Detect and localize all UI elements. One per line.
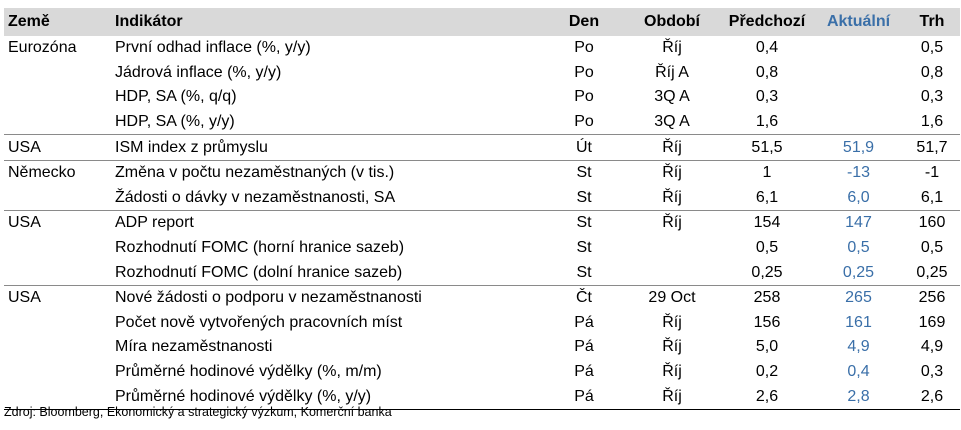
cell-previous: 0,5 — [755, 239, 779, 257]
cell-day: Pá — [545, 384, 623, 409]
cell-previous: 5,0 — [755, 338, 779, 356]
cell-previous: 258 — [721, 285, 813, 310]
cell-period: Říj — [662, 338, 682, 356]
cell-indicator: ADP report — [115, 211, 545, 236]
cell-period: Říj — [623, 160, 721, 185]
cell-actual: 0,25 — [842, 263, 875, 281]
cell-actual: 2,8 — [813, 384, 904, 409]
cell-indicator: Nové žádosti o podporu v nezaměstnanosti — [115, 285, 545, 310]
cell-previous: 0,3 — [755, 88, 779, 106]
cell-period: Říj — [623, 211, 721, 236]
cell-country: Německo — [4, 160, 115, 185]
cell-indicator: První odhad inflace (%, y/y) — [115, 39, 311, 57]
cell-period — [623, 236, 721, 261]
cell-market: 0,8 — [920, 63, 944, 81]
cell-actual: -13 — [813, 160, 904, 185]
cell-indicator: Průměrné hodinové výdělky (%, m/m) — [115, 363, 382, 381]
table-row — [4, 236, 960, 261]
cell-previous: 0,25 — [751, 263, 783, 281]
cell-actual: 0,5 — [847, 239, 870, 257]
cell-day: Pá — [574, 338, 594, 356]
cell-country — [4, 186, 115, 211]
cell-period: Říj — [662, 363, 682, 381]
cell-day: Pá — [574, 313, 594, 331]
cell-market: 51,7 — [904, 135, 960, 161]
cell-indicator: Míra nezaměstnanosti — [115, 338, 273, 356]
cell-country: Eurozóna — [8, 39, 77, 57]
table-body — [4, 36, 960, 409]
cell-actual: 265 — [813, 285, 904, 310]
cell-market: 160 — [904, 211, 960, 236]
cell-period: Říj — [662, 313, 682, 331]
cell-day: St — [545, 160, 623, 185]
cell-day: Po — [574, 113, 594, 131]
cell-period: Říj — [662, 188, 682, 206]
cell-actual: 51,9 — [813, 135, 904, 161]
cell-day: Po — [574, 63, 594, 81]
header-previous: Předchozí — [721, 8, 813, 36]
cell-day: St — [576, 263, 592, 281]
cell-actual — [813, 110, 904, 135]
table-row — [4, 36, 960, 61]
cell-market: 0,5 — [920, 39, 944, 57]
cell-country — [4, 360, 115, 385]
table-row — [4, 211, 960, 236]
table-row — [4, 260, 960, 285]
cell-country — [4, 260, 115, 285]
economic-calendar-table-wrapper — [4, 8, 956, 410]
table-header — [4, 8, 960, 36]
header-indicator: Indikátor — [115, 8, 545, 36]
cell-market: -1 — [904, 160, 960, 185]
cell-indicator: Počet nově vytvořených pracovních míst — [115, 313, 403, 331]
cell-day: Po — [574, 88, 594, 106]
cell-country — [4, 311, 115, 336]
cell-previous: 156 — [753, 313, 781, 331]
cell-market: 169 — [918, 313, 946, 331]
header-actual: Aktuální — [813, 8, 904, 36]
cell-period: 29 Oct — [623, 285, 721, 310]
cell-market: 2,6 — [904, 384, 960, 409]
cell-previous: 51,5 — [721, 135, 813, 161]
cell-country — [4, 236, 115, 261]
cell-day: Po — [574, 39, 594, 57]
cell-country: USA — [4, 135, 115, 161]
cell-previous: 0,8 — [755, 63, 779, 81]
cell-actual: 4,9 — [847, 338, 870, 356]
cell-period: Říj — [623, 384, 721, 409]
cell-country — [4, 110, 115, 135]
cell-period: Říj — [662, 39, 682, 57]
source-note: Zdroj: Bloomberg, Ekonomický a strategický výzkum, Komerční banka — [4, 405, 392, 419]
header-row — [4, 8, 960, 36]
cell-market: 0,5 — [920, 239, 944, 257]
table-row — [4, 110, 960, 135]
cell-market: 256 — [904, 285, 960, 310]
cell-actual — [813, 61, 904, 86]
table-row — [4, 335, 960, 360]
cell-indicator: Rozhodnutí FOMC (horní hranice sazeb) — [115, 239, 405, 257]
cell-actual: 161 — [845, 313, 872, 331]
table-row — [4, 186, 960, 211]
cell-period: Říj — [623, 135, 721, 161]
cell-period: 3Q A — [654, 113, 690, 131]
cell-previous: 2,6 — [721, 384, 813, 409]
cell-actual: 147 — [813, 211, 904, 236]
table-row — [4, 61, 960, 86]
cell-market: 0,25 — [916, 263, 948, 281]
cell-indicator: Průměrné hodinové výdělky (%, y/y) — [115, 384, 545, 409]
cell-market: 0,3 — [920, 363, 944, 381]
table-row — [4, 311, 960, 336]
cell-actual — [813, 36, 904, 61]
cell-day: Pá — [574, 363, 594, 381]
cell-indicator: Rozhodnutí FOMC (dolní hranice sazeb) — [115, 263, 403, 281]
table-row — [4, 285, 960, 310]
cell-period — [623, 260, 721, 285]
cell-market: 4,9 — [920, 338, 944, 356]
cell-market: 6,1 — [920, 188, 944, 206]
table-row — [4, 360, 960, 385]
table-row — [4, 85, 960, 110]
header-market: Trh — [904, 8, 960, 36]
cell-previous: 0,2 — [755, 363, 779, 381]
header-period: Období — [623, 8, 721, 36]
table-row — [4, 135, 960, 161]
cell-indicator: HDP, SA (%, q/q) — [115, 88, 237, 106]
cell-indicator: HDP, SA (%, y/y) — [115, 113, 235, 131]
cell-previous: 1,6 — [755, 113, 779, 131]
cell-day: Čt — [545, 285, 623, 310]
cell-country — [4, 335, 115, 360]
cell-previous: 6,1 — [755, 188, 779, 206]
cell-actual: 6,0 — [847, 188, 870, 206]
header-day: Den — [545, 8, 623, 36]
table-row — [4, 160, 960, 185]
header-country: Země — [4, 8, 115, 36]
cell-indicator: ISM index z průmyslu — [115, 135, 545, 161]
cell-day: St — [545, 211, 623, 236]
cell-actual — [813, 85, 904, 110]
cell-country: USA — [4, 211, 115, 236]
cell-indicator: Jádrová inflace (%, y/y) — [115, 63, 282, 81]
cell-day: St — [576, 239, 592, 257]
economic-calendar-table — [4, 8, 960, 410]
cell-previous: 0,4 — [755, 39, 779, 57]
cell-period: Říj A — [655, 63, 689, 81]
cell-previous: 154 — [721, 211, 813, 236]
cell-indicator: Žádosti o dávky v nezaměstnanosti, SA — [115, 188, 396, 206]
cell-market: 1,6 — [920, 113, 944, 131]
cell-actual: 0,4 — [847, 363, 870, 381]
cell-country — [4, 85, 115, 110]
cell-indicator: Změna v počtu nezaměstnaných (v tis.) — [115, 160, 545, 185]
cell-previous: 1 — [721, 160, 813, 185]
cell-country — [4, 61, 115, 86]
cell-day: Út — [545, 135, 623, 161]
cell-country: USA — [4, 285, 115, 310]
cell-day: St — [576, 188, 592, 206]
cell-period: 3Q A — [654, 88, 690, 106]
cell-market: 0,3 — [920, 88, 944, 106]
